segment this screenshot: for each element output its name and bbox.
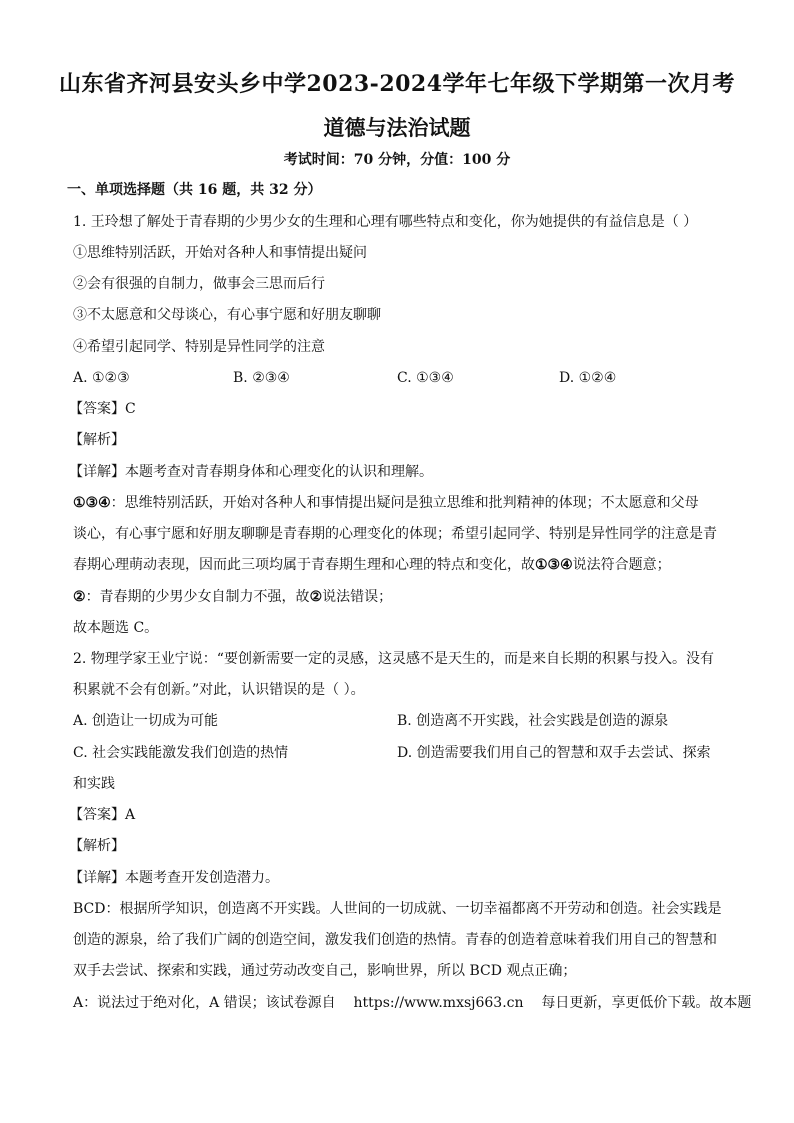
document-subtitle: 道德与法治试题	[323, 115, 471, 140]
q2-option-b: B. 创造离不开实践，社会实践是创造的源泉	[397, 713, 669, 729]
explanation-text: 说法符合题意；	[572, 557, 671, 573]
explanation-mark: ②	[309, 589, 323, 605]
explanation-text: 春期心理萌动表现，因而此三项均属于青春期生理和心理的特点和变化，故	[73, 557, 535, 573]
q2-option-d: D. 创造需要我们用自己的智慧和双手去尝试、探索	[397, 745, 711, 761]
q1-detail	[69, 462, 433, 482]
q2-option-d-continued: 和实践	[73, 776, 115, 792]
explanation-text: ：思维特别活跃，开始对各种人和事情提出疑问是独立思维和批判精神的体现；不太愿意和父母	[110, 495, 699, 511]
explanation-text: 每日更新，享更低价下载。故本题	[541, 995, 752, 1011]
q2-stem-line-2: 积累就不会有创新。”对此，认识错误的是（ ）。	[73, 682, 365, 698]
explanation-text: ：青春期的少男少女自制力不强，故	[85, 589, 310, 605]
q1-item-2: ②会有很强的自制力，做事会三思而后行	[73, 276, 325, 292]
q1-item-1: ①思维特别活跃，开始对各种人和事情提出疑问	[73, 245, 367, 261]
q2-answer	[69, 805, 135, 825]
q2-option-c: C. 社会实践能激发我们创造的热情	[73, 745, 289, 761]
detail-text: 本题考查对青春期身体和心理变化的认识和理解。	[125, 464, 433, 480]
detail-label: 【详解】	[69, 464, 125, 480]
q2-explanation-line-1: BCD：根据所学知识，创造离不开实践。人世间的一切成就、一切幸福都离不开劳动和创造。社会实践是	[73, 901, 722, 917]
explanation-text: 说法错误；	[322, 589, 393, 605]
explanation-text: A：说法过于绝对化，A 错误；该试卷源自	[73, 995, 336, 1011]
section-heading: 一、单项选择题（共 16 题，共 32 分）	[67, 182, 322, 198]
q2-explanation-line-2: 创造的源泉，给了我们广阔的创造空间，激发我们创造的热情。青春的创造着意味着我们用自己的智慧和	[73, 932, 717, 948]
q2-option-a: A. 创造让一切成为可能	[73, 713, 219, 729]
q1-explanation-line-3	[73, 555, 671, 575]
q1-option-a: A. ①②③	[73, 370, 130, 386]
q1-conclusion: 故本题选 C。	[73, 620, 159, 636]
answer-label: 【答案】	[69, 807, 125, 823]
answer-label: 【答案】	[69, 401, 125, 417]
exam-info: 考试时间：70 分钟，分值：100 分	[283, 152, 511, 168]
q1-analysis-label: 【解析】	[69, 432, 125, 448]
q1-explanation-line-2: 谈心，有心事宁愿和好朋友聊聊是青春期的心理变化的体现；希望引起同学、特别是异性同学的注意是青	[73, 526, 717, 542]
q1-option-b: B. ②③④	[233, 370, 290, 386]
q2-explanation-line-4	[73, 993, 751, 1013]
answer-value: A	[125, 807, 136, 823]
answer-value: C	[125, 401, 136, 417]
q2-analysis-label: 【解析】	[69, 838, 125, 854]
explanation-marks: ①③④	[73, 495, 111, 511]
explanation-marks: ①③④	[535, 557, 573, 573]
document-title: 山东省齐河县安头乡中学2023-2024学年七年级下学期第一次月考	[58, 71, 736, 97]
q1-option-d: D. ①②④	[559, 370, 617, 386]
source-url: https://www.mxsj663.cn	[353, 995, 524, 1011]
q1-item-4: ④希望引起同学、特别是异性同学的注意	[73, 339, 325, 355]
q1-option-c: C. ①③④	[397, 370, 454, 386]
q1-explanation-line-1	[73, 493, 699, 513]
q2-explanation-line-3: 双手去尝试、探索和实践，通过劳动改变自己，影响世界，所以 BCD 观点正确；	[73, 963, 577, 979]
q1-answer	[69, 399, 136, 419]
explanation-mark: ②	[73, 589, 86, 605]
q1-explanation-line-4	[73, 587, 392, 607]
q1-stem: 1. 王玲想了解处于青春期的少男少女的生理和心理有哪些特点和变化，你为她提供的有益信息是（ ）	[73, 214, 698, 230]
q2-stem-line-1: 2. 物理学家王业宁说：“要创新需要一定的灵感，这灵感不是天生的，而是来自长期的积累与投入。没有	[73, 651, 714, 667]
q1-item-3: ③不太愿意和父母谈心，有心事宁愿和好朋友聊聊	[73, 307, 381, 323]
detail-text: 本题考查开发创造潜力。	[125, 870, 279, 886]
detail-label: 【详解】	[69, 870, 125, 886]
q2-detail	[69, 868, 279, 888]
